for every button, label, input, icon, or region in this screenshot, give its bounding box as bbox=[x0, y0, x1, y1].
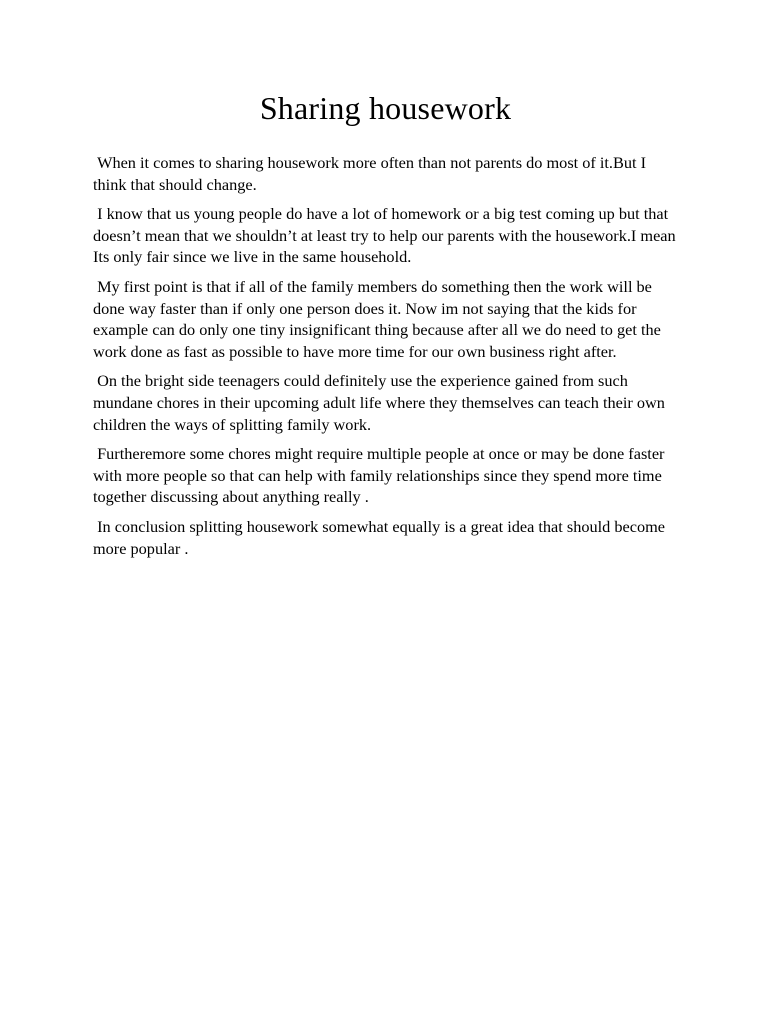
paragraph-homework: I know that us young people do have a lot of homework or a big test coming up but that doesn’t mean that we shouldn’t at least try to help our parents with the housework.I mean Its only fair since we live in the same household. bbox=[93, 204, 680, 267]
paragraph-intro: When it comes to sharing housework more often than not parents do most of it.But I think that should change. bbox=[93, 153, 651, 194]
paragraph-bright-side: On the bright side teenagers could definitely use the experience gained from such mundane chores in their upcoming adult life where they themselves can teach their own children the ways of splitting family work. bbox=[93, 371, 669, 434]
paragraph-multiple-people: Furtheremore some chores might require multiple people at once or may be done faster with more people so that can help with family relationships since they spend more time together discussing about anything really . bbox=[93, 444, 669, 507]
paragraph-conclusion: In conclusion splitting housework somewhat equally is a great idea that should become more popular . bbox=[93, 516, 670, 558]
paragraph-first-point: My first point is that if all of the family members do something then the work will be done way faster than if only one person does it. Now im not saying that the kids for example can do only one tiny insignificant thing because after all we do need to get the work done as fast as possible to have more time for our own business right after. bbox=[93, 276, 665, 361]
document-title: Sharing housework bbox=[259, 90, 512, 126]
